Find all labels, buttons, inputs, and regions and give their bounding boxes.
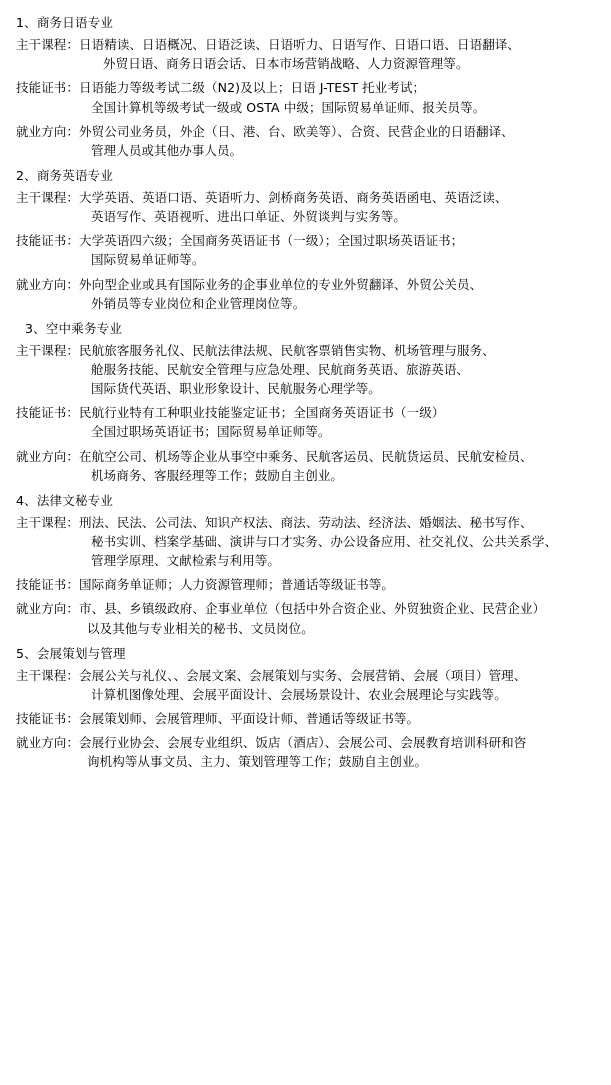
major-title: 5、会展策划与管理 — [16, 645, 126, 661]
detail-text — [79, 710, 601, 729]
detail-line: 管理人员或其他办事人员。 — [91, 142, 243, 158]
detail-text — [79, 514, 601, 571]
detail-line: 大学英语、英语口语、英语听力、剑桥商务英语、商务英语函电、英语泛读、 — [79, 190, 508, 205]
detail-line: 民航行业特有工种职业技能鉴定证书；全国商务英语证书（一级） — [79, 405, 445, 421]
major-title: 2、商务英语专业 — [16, 167, 114, 183]
major-detail-row — [16, 667, 601, 705]
detail-line: 国际商务单证师；人力资源管理师；普通话等级证书等。 — [79, 577, 395, 593]
major-detail-row — [16, 448, 601, 486]
detail-line: 询机构等从事文员、主力、策划管理等工作；鼓励自主创业。 — [87, 754, 428, 770]
detail-line: 舱服务技能、民航安全管理与应急处理、民航商务英语、旅游英语、 — [91, 362, 470, 377]
detail-text — [79, 734, 601, 772]
detail-label: 就业方向： — [16, 448, 80, 464]
detail-line: 大学英语四六级；全国商务英语证书（一级）；全国过职场英语证书； — [79, 233, 464, 249]
major-detail-row — [16, 232, 601, 270]
major-section — [16, 167, 601, 314]
detail-label: 就业方向： — [16, 123, 80, 139]
detail-label: 技能证书： — [16, 233, 80, 249]
detail-line: 以及其他与专业相关的秘书、文员岗位。 — [87, 620, 314, 636]
detail-line: 在航空公司、机场等企业从事空中乘务、民航客运员、民航货运员、民航安检员、 — [79, 448, 533, 464]
detail-line: 外贸日语、商务日语会话、日本市场营销战略、人力资源管理等。 — [103, 56, 469, 72]
major-title: 3、空中乘务专业 — [25, 320, 123, 336]
detail-line: 会展策划师、会展管理师、平面设计师、普通话等级证书等。 — [79, 711, 420, 726]
detail-line: 秘书实训、档案学基础、演讲与口才实务、办公设备应用、社交礼仪、公共关系学、 — [91, 534, 558, 549]
major-detail-row — [16, 79, 601, 117]
detail-text — [79, 189, 601, 227]
detail-text — [79, 123, 601, 161]
detail-text — [79, 36, 601, 74]
major-section — [16, 492, 601, 639]
detail-line: 英语写作、英语视听、进出口单证、外贸谈判与实务等。 — [91, 209, 407, 225]
detail-text — [79, 79, 601, 117]
major-title: 1、商务日语专业 — [16, 15, 114, 30]
detail-label: 就业方向： — [16, 601, 80, 617]
detail-line: 外销员等专业岗位和企业管理岗位等。 — [91, 295, 306, 311]
major-detail-row — [16, 710, 601, 729]
detail-label: 就业方向： — [16, 735, 80, 751]
detail-line: 国际贸易单证师等。 — [91, 252, 205, 268]
detail-text — [79, 448, 601, 486]
major-section — [16, 320, 601, 486]
detail-text — [79, 342, 601, 399]
detail-line: 日语精读、日语概况、日语泛读、日语听力、日语写作、日语口语、日语翻译、 — [79, 37, 521, 53]
detail-label: 主干课程： — [16, 342, 80, 358]
major-section — [16, 645, 601, 773]
detail-label: 技能证书： — [16, 577, 80, 593]
major-detail-row — [16, 123, 601, 161]
detail-line: 市、县、乡镇级政府、企事业单位（包括中外合资企业、外贸独资企业、民营企业） — [79, 601, 546, 617]
major-section — [16, 14, 601, 161]
major-detail-row — [16, 576, 601, 595]
detail-text — [79, 404, 601, 442]
detail-line: 日语能力等级考试二级（N2)及以上；日语 J-TEST 托业考试； — [79, 80, 426, 96]
detail-line: 会展公关与礼仪、、会展文案、会展策划与实务、会展营销、会展（项目）管理、 — [79, 667, 527, 683]
detail-label: 主干课程： — [16, 514, 80, 530]
detail-label: 技能证书： — [16, 405, 80, 421]
detail-line: 刑法、民法、公司法、知识产权法、商法、劳动法、经济法、婚姻法、秘书写作、 — [79, 514, 533, 530]
detail-line: 外贸公司业务员，外企（日、港、台、欧美等）、合资、民营企业的日语翻译、 — [79, 123, 514, 139]
detail-line: 国际货代英语、职业形象设计、民航服务心理学等。 — [91, 381, 381, 397]
major-detail-row — [16, 514, 601, 571]
detail-line: 全国计算机等级考试一级或 OSTA 中级；国际贸易单证师、报关员等。 — [91, 99, 486, 115]
detail-label: 主干课程： — [16, 667, 80, 683]
detail-text — [79, 600, 601, 638]
detail-text — [79, 276, 601, 314]
major-title: 4、法律文秘专业 — [16, 492, 114, 508]
major-detail-row — [16, 36, 601, 74]
detail-line: 全国过职场英语证书；国际贸易单证师等。 — [91, 424, 331, 440]
detail-text — [79, 232, 601, 270]
detail-label: 技能证书： — [16, 711, 80, 726]
detail-text — [79, 667, 601, 705]
major-detail-row — [16, 342, 601, 399]
major-detail-row — [16, 734, 601, 772]
detail-line: 计算机图像处理、会展平面设计、会展场景设计、农业会展理论与实践等。 — [91, 686, 507, 702]
detail-line: 会展行业协会、会展专业组织、饭店（酒店）、会展公司、会展教育培训科研和咨 — [79, 735, 527, 751]
major-detail-row — [16, 600, 601, 638]
detail-line: 民航旅客服务礼仪、民航法律法规、民航客票销售实物、机场管理与服务、 — [79, 342, 495, 358]
detail-label: 主干课程： — [16, 37, 80, 53]
detail-label: 技能证书： — [16, 80, 80, 96]
major-detail-row — [16, 276, 601, 314]
detail-text — [79, 576, 601, 595]
major-detail-row — [16, 404, 601, 442]
detail-label: 主干课程： — [16, 190, 80, 205]
detail-line: 管理学原理、文献检索与利用等。 — [91, 553, 281, 569]
detail-line: 外向型企业或具有国际业务的企事业单位的专业外贸翻译、外贸公关员、 — [79, 276, 483, 292]
detail-line: 机场商务、客服经理等工作；鼓励自主创业。 — [91, 467, 344, 483]
detail-label: 就业方向： — [16, 276, 80, 292]
major-detail-row — [16, 189, 601, 227]
